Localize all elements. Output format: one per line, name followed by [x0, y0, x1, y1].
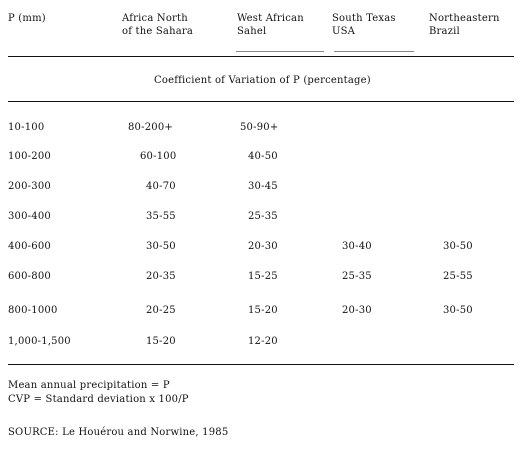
cell-p: 300-400	[8, 211, 51, 222]
header-texas-line1: South Texas	[332, 13, 396, 24]
source-citation: SOURCE: Le Houérou and Norwine, 1985	[8, 427, 229, 438]
header-p: P (mm)	[8, 13, 46, 24]
header-africa-line2: of the Sahara	[122, 26, 194, 37]
header-rule-fragment	[236, 51, 324, 52]
header-brazil-line1: Northeastern	[429, 13, 500, 24]
table-row	[0, 211, 519, 225]
note-cvp-definition: CVP = Standard deviation x 100/P	[8, 394, 189, 405]
cell-p: 200-300	[8, 181, 51, 192]
table-bottom-rule	[8, 364, 514, 365]
note-mean-precipitation: Mean annual precipitation = P	[8, 380, 170, 391]
cell-texas: 30-40	[342, 241, 372, 252]
table-top-rule	[8, 56, 514, 57]
cell-texas: 20-30	[342, 305, 372, 316]
table-row	[0, 181, 519, 195]
cell-p: 10-100	[8, 122, 45, 133]
table-subheader: Coefficient of Variation of P (percentage)	[154, 75, 371, 86]
subheader-rule	[8, 101, 514, 102]
cell-africa: 30-50	[146, 241, 176, 252]
header-africa-line1: Africa North	[122, 13, 188, 24]
header-sahel-line2: Sahel	[237, 26, 267, 37]
table-row	[0, 122, 519, 136]
header-texas-line2: USA	[332, 26, 356, 37]
cell-sahel: 15-25	[248, 271, 278, 282]
cell-africa: 20-35	[146, 271, 176, 282]
header-rule-fragment	[334, 51, 414, 52]
table-row	[0, 241, 519, 255]
cell-p: 100-200	[8, 151, 51, 162]
cell-p: 400-600	[8, 241, 51, 252]
cell-sahel: 30-45	[248, 181, 278, 192]
header-sahel-line1: West African	[237, 13, 304, 24]
table-row	[0, 151, 519, 165]
cell-brazil: 25-55	[443, 271, 473, 282]
cell-texas: 25-35	[342, 271, 372, 282]
cell-africa: 40-70	[146, 181, 176, 192]
cell-sahel: 20-30	[248, 241, 278, 252]
cell-africa: 80-200+	[128, 122, 173, 133]
cell-africa: 15-20	[146, 336, 176, 347]
cell-sahel: 25-35	[248, 211, 278, 222]
cell-sahel: 15-20	[248, 305, 278, 316]
cell-sahel: 40-50	[248, 151, 278, 162]
header-brazil-line2: Brazil	[429, 26, 460, 37]
cell-p: 1,000-1,500	[8, 336, 71, 347]
cell-brazil: 30-50	[443, 241, 473, 252]
cell-africa: 60-100	[140, 151, 177, 162]
cell-p: 600-800	[8, 271, 51, 282]
cell-p: 800-1000	[8, 305, 58, 316]
cell-africa: 35-55	[146, 211, 176, 222]
table-row	[0, 271, 519, 285]
cell-brazil: 30-50	[443, 305, 473, 316]
table-row	[0, 305, 519, 319]
cell-africa: 20-25	[146, 305, 176, 316]
cell-sahel: 50-90+	[240, 122, 279, 133]
table-row	[0, 336, 519, 350]
cell-sahel: 12-20	[248, 336, 278, 347]
